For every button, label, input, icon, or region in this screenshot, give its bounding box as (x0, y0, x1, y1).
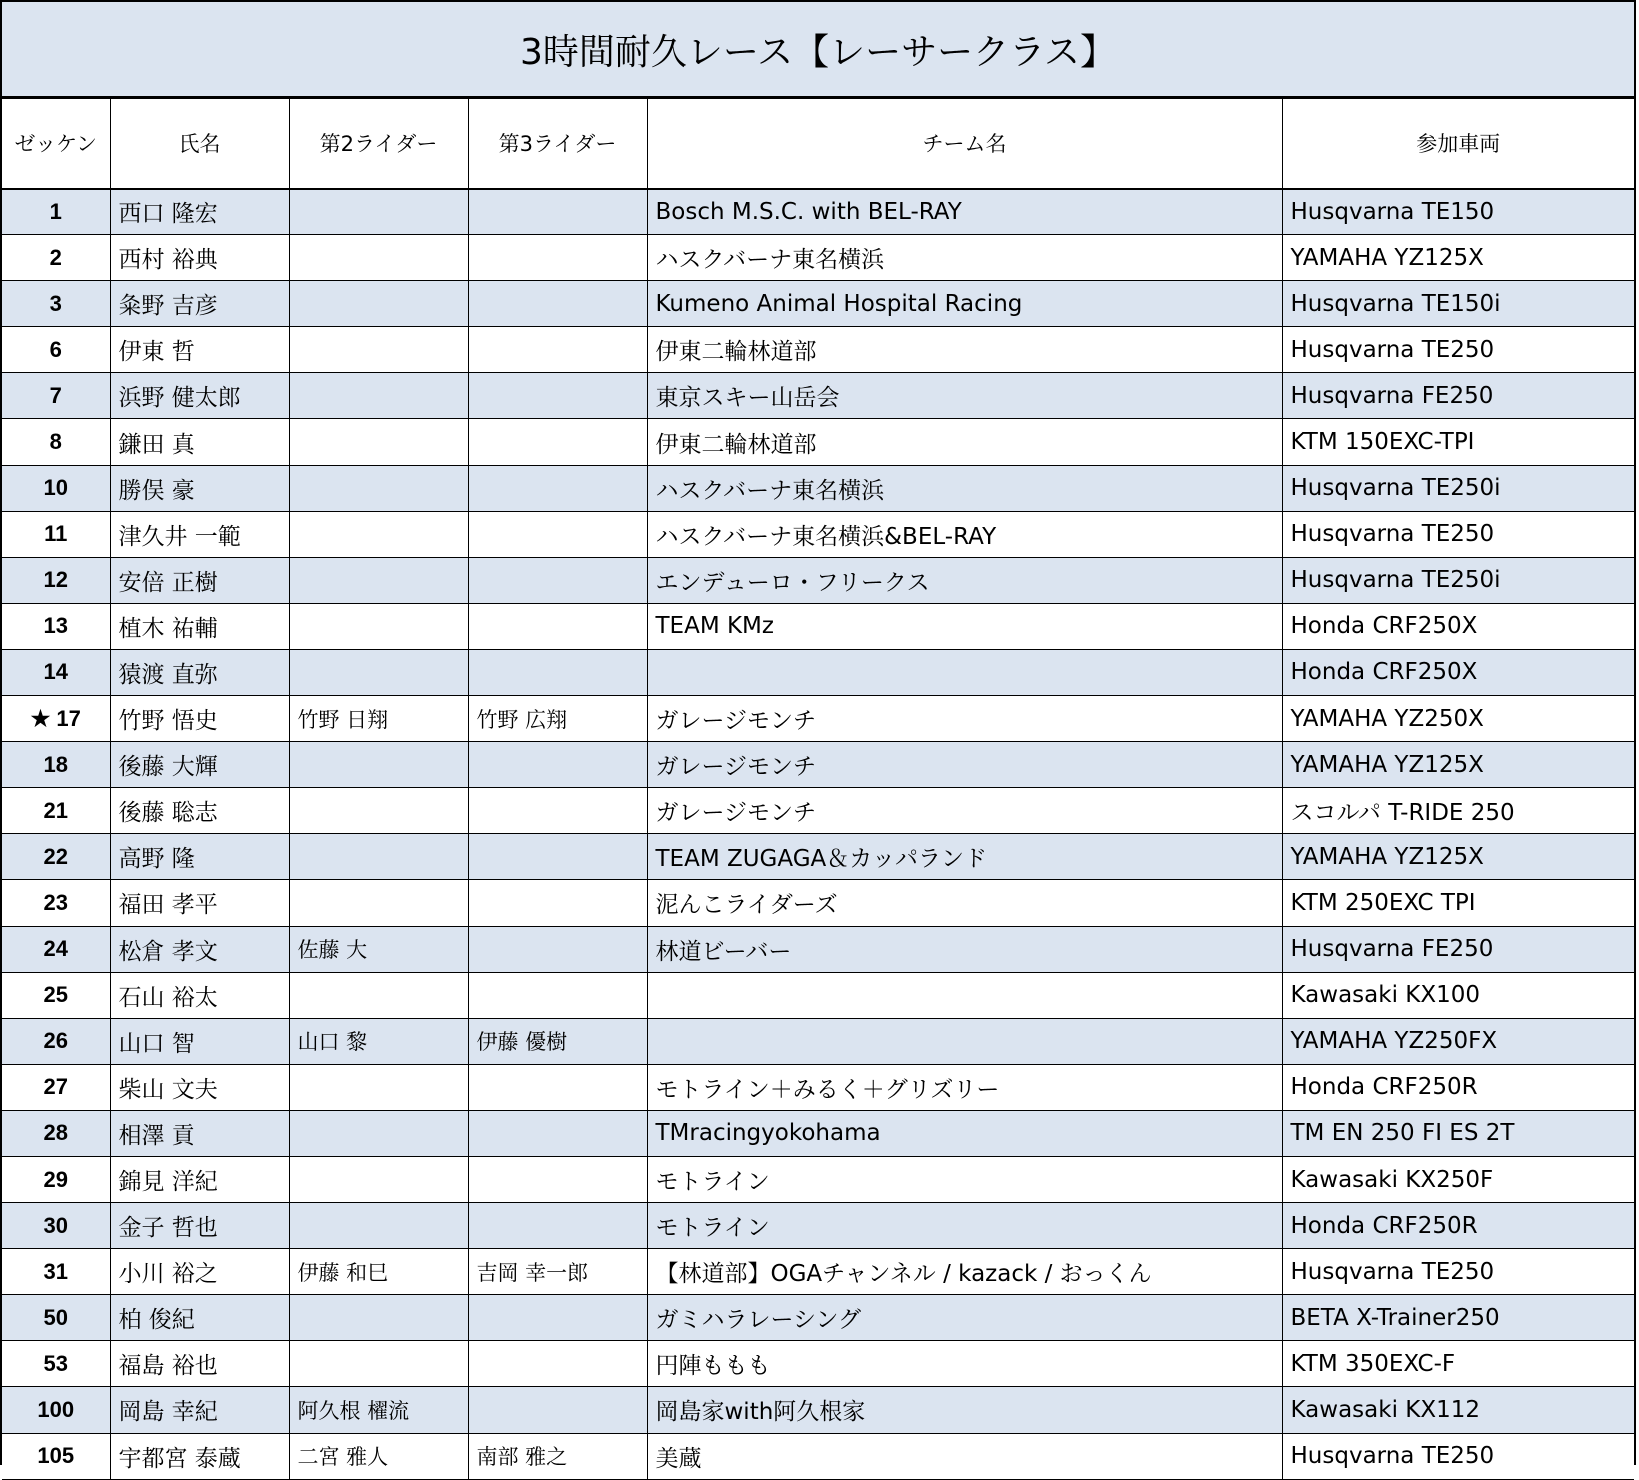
cell-team: ガレージモンチ (647, 788, 1282, 834)
table-row (2, 696, 1634, 742)
cell-rider3 (468, 1064, 647, 1110)
cell-number: 3 (2, 281, 110, 327)
table-row (2, 1341, 1634, 1387)
page-title: 3時間耐久レース【レーサークラス】 (519, 31, 1117, 73)
cell-team: 岡島家with阿久根家 (647, 1387, 1282, 1433)
cell-rider2 (289, 1110, 468, 1156)
cell-rider3 (468, 327, 647, 373)
cell-rider3 (468, 189, 647, 235)
cell-name: 石山 裕太 (110, 972, 289, 1018)
cell-rider3 (468, 511, 647, 557)
header-team: チーム名 (647, 99, 1282, 189)
table-row (2, 465, 1634, 511)
cell-team: 美蔵 (647, 1433, 1282, 1479)
cell-team: 林道ビーバー (647, 926, 1282, 972)
cell-rider3 (468, 1341, 647, 1387)
cell-team: 伊東二輪林道部 (647, 327, 1282, 373)
cell-rider2 (289, 603, 468, 649)
cell-number: 30 (2, 1203, 110, 1249)
cell-number: 10 (2, 465, 110, 511)
table-row (2, 1110, 1634, 1156)
cell-rider3 (468, 419, 647, 465)
cell-team: ハスクバーナ東名横浜 (647, 235, 1282, 281)
cell-name: 金子 哲也 (110, 1203, 289, 1249)
cell-number: 8 (2, 419, 110, 465)
cell-number: 1 (2, 189, 110, 235)
cell-name: 浜野 健太郎 (110, 373, 289, 419)
cell-rider2 (289, 1295, 468, 1341)
table-row (2, 972, 1634, 1018)
cell-team: ハスクバーナ東名横浜&BEL-RAY (647, 511, 1282, 557)
cell-rider3 (468, 1295, 647, 1341)
cell-team: TEAM KMz (647, 603, 1282, 649)
cell-team: 東京スキー山岳会 (647, 373, 1282, 419)
cell-bike: TM EN 250 FI ES 2T (1282, 1110, 1634, 1156)
cell-rider2 (289, 1064, 468, 1110)
cell-rider3: 南部 雅之 (468, 1433, 647, 1479)
header-rider3: 第3ライダー (468, 99, 647, 189)
cell-number: 14 (2, 649, 110, 695)
table-row (2, 1018, 1634, 1064)
cell-number: 18 (2, 742, 110, 788)
cell-rider3 (468, 1110, 647, 1156)
cell-rider3 (468, 880, 647, 926)
table-row (2, 419, 1634, 465)
cell-name: 松倉 孝文 (110, 926, 289, 972)
cell-rider2 (289, 1203, 468, 1249)
cell-bike: Husqvarna TE250i (1282, 557, 1634, 603)
cell-team: モトライン (647, 1203, 1282, 1249)
table-row (2, 281, 1634, 327)
cell-number: ★ 17 (2, 696, 110, 742)
cell-team: 円陣ももも (647, 1341, 1282, 1387)
cell-number: 31 (2, 1249, 110, 1295)
header-bike: 参加車両 (1282, 99, 1634, 189)
table-row (2, 649, 1634, 695)
cell-name: 福田 孝平 (110, 880, 289, 926)
cell-rider2 (289, 373, 468, 419)
cell-rider3 (468, 1203, 647, 1249)
cell-name: 猿渡 直弥 (110, 649, 289, 695)
cell-number: 26 (2, 1018, 110, 1064)
cell-number: 50 (2, 1295, 110, 1341)
cell-number: 28 (2, 1110, 110, 1156)
cell-number: 22 (2, 834, 110, 880)
cell-rider2: 佐藤 大 (289, 926, 468, 972)
cell-bike: Husqvarna TE250 (1282, 511, 1634, 557)
cell-team: Kumeno Animal Hospital Racing (647, 281, 1282, 327)
cell-number: 23 (2, 880, 110, 926)
cell-rider3 (468, 1387, 647, 1433)
cell-team: TEAM ZUGAGA＆カッパランド (647, 834, 1282, 880)
table-row (2, 511, 1634, 557)
cell-name: 西村 裕典 (110, 235, 289, 281)
cell-bike: Husqvarna FE250 (1282, 373, 1634, 419)
cell-team: Bosch M.S.C. with BEL-RAY (647, 189, 1282, 235)
cell-rider3 (468, 373, 647, 419)
cell-bike: Husqvarna TE250i (1282, 465, 1634, 511)
cell-bike: Husqvarna TE250 (1282, 1249, 1634, 1295)
cell-number: 12 (2, 557, 110, 603)
title-bar (2, 2, 1634, 98)
cell-rider2 (289, 1341, 468, 1387)
cell-name: 柴山 文夫 (110, 1064, 289, 1110)
header-row (2, 99, 1634, 189)
cell-number: 24 (2, 926, 110, 972)
table-row (2, 1249, 1634, 1295)
cell-number: 13 (2, 603, 110, 649)
cell-rider2 (289, 788, 468, 834)
cell-rider3 (468, 649, 647, 695)
table-row (2, 1203, 1634, 1249)
cell-name: 柏 俊紀 (110, 1295, 289, 1341)
cell-number: 29 (2, 1156, 110, 1202)
cell-number: 6 (2, 327, 110, 373)
table-row (2, 880, 1634, 926)
cell-rider2: 伊藤 和巳 (289, 1249, 468, 1295)
cell-number: 100 (2, 1387, 110, 1433)
table-row (2, 327, 1634, 373)
cell-number: 7 (2, 373, 110, 419)
cell-name: 小川 裕之 (110, 1249, 289, 1295)
table-row (2, 1156, 1634, 1202)
table-row (2, 1064, 1634, 1110)
cell-team: ガレージモンチ (647, 696, 1282, 742)
cell-bike: Honda CRF250R (1282, 1064, 1634, 1110)
cell-name: 錦見 洋紀 (110, 1156, 289, 1202)
cell-team: 【林道部】OGAチャンネル / kazack / おっくん (647, 1249, 1282, 1295)
cell-name: 津久井 一範 (110, 511, 289, 557)
cell-bike: Husqvarna TE250 (1282, 327, 1634, 373)
cell-team: 伊東二輪林道部 (647, 419, 1282, 465)
table-row (2, 557, 1634, 603)
cell-bike: YAMAHA YZ125X (1282, 742, 1634, 788)
cell-rider3 (468, 834, 647, 880)
cell-name: 福島 裕也 (110, 1341, 289, 1387)
cell-rider3 (468, 742, 647, 788)
table-row (2, 1387, 1634, 1433)
cell-bike: Honda CRF250X (1282, 649, 1634, 695)
cell-number: 27 (2, 1064, 110, 1110)
cell-rider2: 阿久根 櫂流 (289, 1387, 468, 1433)
cell-bike: Husqvarna FE250 (1282, 926, 1634, 972)
cell-name: 鎌田 真 (110, 419, 289, 465)
table-row (2, 603, 1634, 649)
cell-bike: YAMAHA YZ125X (1282, 834, 1634, 880)
cell-rider3: 吉岡 幸一郎 (468, 1249, 647, 1295)
cell-name: 勝俣 豪 (110, 465, 289, 511)
cell-bike: Husqvarna TE150 (1282, 189, 1634, 235)
cell-team (647, 1018, 1282, 1064)
cell-number: 11 (2, 511, 110, 557)
table-row (2, 926, 1634, 972)
cell-bike: Husqvarna TE150i (1282, 281, 1634, 327)
cell-rider2 (289, 742, 468, 788)
cell-rider3 (468, 557, 647, 603)
cell-name: 後藤 聡志 (110, 788, 289, 834)
cell-rider3 (468, 788, 647, 834)
header-rider2: 第2ライダー (289, 99, 468, 189)
cell-team: モトライン (647, 1156, 1282, 1202)
cell-team: ハスクバーナ東名横浜 (647, 465, 1282, 511)
cell-name: 伊東 哲 (110, 327, 289, 373)
cell-rider2 (289, 281, 468, 327)
cell-bike: Honda CRF250R (1282, 1203, 1634, 1249)
cell-rider2 (289, 834, 468, 880)
cell-team: ガミハラレーシング (647, 1295, 1282, 1341)
cell-team (647, 972, 1282, 1018)
cell-rider2 (289, 189, 468, 235)
entry-table (2, 98, 1634, 1480)
cell-name: 後藤 大輝 (110, 742, 289, 788)
cell-name: 山口 智 (110, 1018, 289, 1064)
cell-bike: Kawasaki KX112 (1282, 1387, 1634, 1433)
cell-rider2 (289, 465, 468, 511)
cell-bike: YAMAHA YZ250X (1282, 696, 1634, 742)
table-row (2, 373, 1634, 419)
cell-bike: Honda CRF250X (1282, 603, 1634, 649)
cell-team: 泥んこライダーズ (647, 880, 1282, 926)
cell-team: TMracingyokohama (647, 1110, 1282, 1156)
cell-rider3: 竹野 広翔 (468, 696, 647, 742)
cell-rider2: 二宮 雅人 (289, 1433, 468, 1479)
cell-bike: KTM 350EXC-F (1282, 1341, 1634, 1387)
cell-bike: スコルパ T-RIDE 250 (1282, 788, 1634, 834)
cell-name: 宇都宮 泰蔵 (110, 1433, 289, 1479)
cell-rider2: 山口 黎 (289, 1018, 468, 1064)
cell-bike: YAMAHA YZ250FX (1282, 1018, 1634, 1064)
cell-rider2 (289, 649, 468, 695)
cell-bike: KTM 150EXC-TPI (1282, 419, 1634, 465)
cell-rider2 (289, 972, 468, 1018)
cell-name: 粂野 吉彦 (110, 281, 289, 327)
cell-number: 2 (2, 235, 110, 281)
table-row (2, 235, 1634, 281)
cell-team: ガレージモンチ (647, 742, 1282, 788)
cell-name: 相澤 貢 (110, 1110, 289, 1156)
cell-name: 安倍 正樹 (110, 557, 289, 603)
cell-bike: Husqvarna TE250 (1282, 1433, 1634, 1479)
cell-rider3 (468, 1156, 647, 1202)
cell-rider2 (289, 880, 468, 926)
cell-number: 25 (2, 972, 110, 1018)
cell-rider2 (289, 1156, 468, 1202)
header-number: ゼッケン (2, 99, 110, 189)
cell-rider2: 竹野 日翔 (289, 696, 468, 742)
cell-rider3 (468, 972, 647, 1018)
cell-rider2 (289, 235, 468, 281)
cell-rider2 (289, 327, 468, 373)
table-row (2, 834, 1634, 880)
cell-number: 53 (2, 1341, 110, 1387)
cell-rider3 (468, 603, 647, 649)
table-row (2, 1295, 1634, 1341)
table-row (2, 788, 1634, 834)
cell-rider2 (289, 419, 468, 465)
cell-bike: Kawasaki KX250F (1282, 1156, 1634, 1202)
cell-bike: KTM 250EXC TPI (1282, 880, 1634, 926)
cell-team (647, 649, 1282, 695)
table-row (2, 742, 1634, 788)
cell-rider3 (468, 281, 647, 327)
cell-rider3 (468, 465, 647, 511)
cell-name: 竹野 悟史 (110, 696, 289, 742)
cell-name: 西口 隆宏 (110, 189, 289, 235)
cell-rider3 (468, 235, 647, 281)
cell-rider3 (468, 926, 647, 972)
cell-rider2 (289, 557, 468, 603)
cell-name: 植木 祐輔 (110, 603, 289, 649)
table-row (2, 1433, 1634, 1479)
cell-rider2 (289, 511, 468, 557)
cell-team: モトライン＋みるく＋グリズリー (647, 1064, 1282, 1110)
cell-bike: Kawasaki KX100 (1282, 972, 1634, 1018)
cell-bike: BETA X-Trainer250 (1282, 1295, 1634, 1341)
cell-number: 105 (2, 1433, 110, 1479)
cell-bike: YAMAHA YZ125X (1282, 235, 1634, 281)
header-name: 氏名 (110, 99, 289, 189)
cell-team: エンデューロ・フリークス (647, 557, 1282, 603)
table-row (2, 189, 1634, 235)
cell-rider3: 伊藤 優樹 (468, 1018, 647, 1064)
cell-name: 岡島 幸紀 (110, 1387, 289, 1433)
cell-number: 21 (2, 788, 110, 834)
cell-name: 高野 隆 (110, 834, 289, 880)
